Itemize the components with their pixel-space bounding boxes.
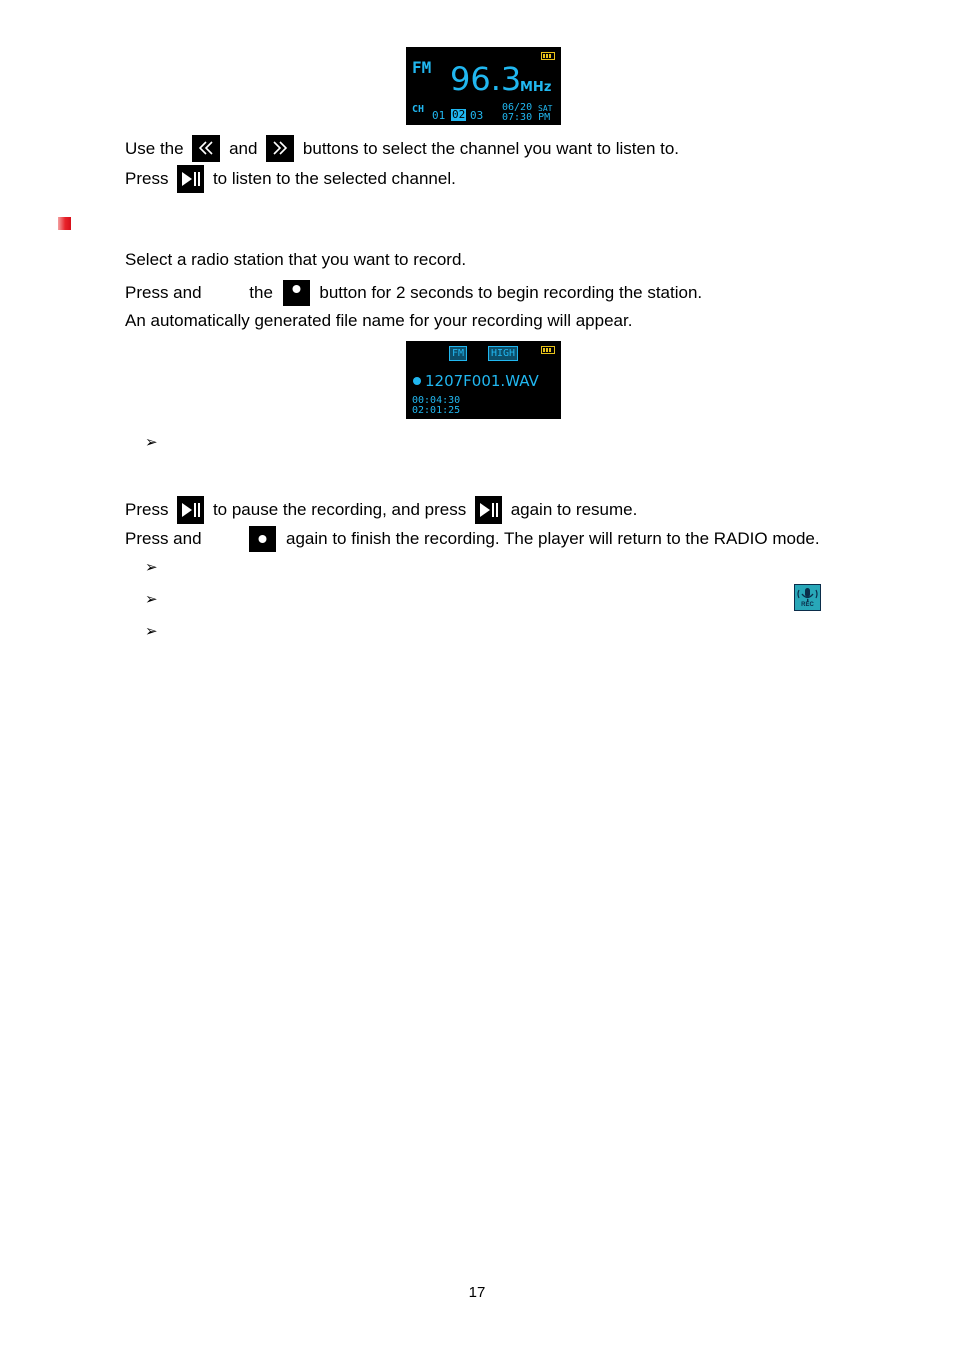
recording-dot-icon <box>413 377 421 385</box>
date-readout: 06/20 <box>502 102 533 113</box>
text-file-name: An automatically generated file name for your recording will appear. <box>125 310 633 330</box>
text-begin-recording: button for 2 seconds to begin recording the station. <box>319 283 703 302</box>
rewind-button-icon <box>192 135 220 162</box>
recording-filename: 1207F001.WAV <box>425 372 539 390</box>
arrow-bullet: ➢ <box>145 591 158 608</box>
text-use-the: Use the <box>125 138 184 158</box>
battery-icon <box>541 346 555 354</box>
remaining-time: 02:01:25 <box>412 405 461 416</box>
frequency-unit: MHz <box>520 80 552 95</box>
elapsed-time: 00:04:30 <box>412 395 461 406</box>
text-select-channel: buttons to select the channel you want to listen to. <box>302 138 680 158</box>
text-finish-recording: again to finish the recording. The player will return to the RADIO mode. <box>286 529 820 548</box>
text-press: Press <box>125 500 169 519</box>
instruction-line-listen <box>125 165 456 193</box>
frequency-readout: 96.3 <box>450 60 522 98</box>
instruction-line-pause-resume <box>125 496 637 524</box>
channel-02-selected: 02 <box>452 108 466 121</box>
record-button-icon <box>249 526 276 552</box>
quality-badge: HIGH <box>488 346 518 361</box>
record-button-icon <box>283 280 310 306</box>
arrow-bullet: ➢ <box>145 434 158 451</box>
instruction-line-select-station <box>125 249 466 270</box>
fm-badge: FM <box>449 346 467 361</box>
text-pause-recording: to pause the recording, and press <box>212 500 467 519</box>
arrow-bullet: ➢ <box>145 623 158 640</box>
text-the: the <box>249 283 273 302</box>
battery-icon <box>541 52 555 60</box>
text-select-station: Select a radio station that you want to record. <box>125 249 467 269</box>
band-label: FM <box>412 58 432 77</box>
channel-01: 01 <box>432 109 446 122</box>
microphone-rec-icon <box>794 584 821 611</box>
page-number: 17 <box>468 1284 486 1301</box>
instruction-line-file-name <box>125 310 632 331</box>
time-readout: 07:30 PM <box>502 112 551 123</box>
fm-radio-screen <box>406 47 561 125</box>
play-pause-button-icon <box>177 496 204 524</box>
channel-03: 03 <box>470 109 484 122</box>
text-and: and <box>229 138 258 158</box>
play-pause-button-icon <box>475 496 502 524</box>
recording-screen <box>406 341 561 419</box>
arrow-bullet: ➢ <box>145 559 158 576</box>
text-press-and: Press and <box>125 283 202 302</box>
ch-label: CH <box>412 104 425 115</box>
play-pause-button-icon <box>177 165 204 193</box>
day-readout: SAT <box>538 104 553 113</box>
instruction-line-finish-recording <box>125 526 820 552</box>
text-press: Press <box>125 169 169 188</box>
text-press-and: Press and <box>125 529 202 548</box>
instruction-line-select-channel <box>125 135 679 162</box>
section-bullet-marker <box>58 217 71 230</box>
text-again-resume: again to resume. <box>510 500 638 519</box>
text-listen: to listen to the selected channel. <box>212 169 456 188</box>
instruction-line-begin-recording <box>125 280 702 306</box>
rec-icon-label: REC <box>801 602 814 608</box>
fast-forward-button-icon <box>266 135 294 162</box>
